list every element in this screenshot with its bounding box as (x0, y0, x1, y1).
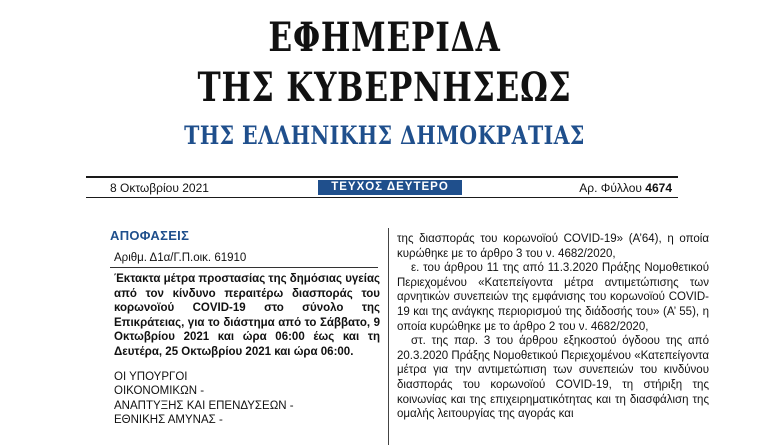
header-rule-bottom (86, 197, 678, 198)
left-column (108, 228, 380, 428)
section-title: ΑΠΟΦΑΣΕΙΣ (110, 228, 190, 243)
reference-underline (110, 267, 378, 268)
ministers-list (114, 370, 380, 428)
minister-item: ΑΝΑΠΤΥΞΗΣ ΚΑΙ ΕΠΕΝΔΥΣΕΩΝ - (114, 399, 294, 412)
issue-sheet-number (579, 181, 672, 195)
paragraph: στ. της παρ. 3 του άρθρου εξηκοστού όγδοου της από 20.3.2020 Πράξης Νομοθετικού Περιεχομένου «Κατεπείγοντα μέτρα για την αντιμετώπιση των συνεπειών του κινδύνου διασποράς του κορωνοϊού COVID-19, τη στήριξη της κοινωνίας και της επιχειρηματικότητας και τη διασφάλιση της ομαλής λειτουργίας της αγοράς και (397, 335, 709, 421)
issue-series-badge: ΤΕΥΧΟΣ ΔΕΥΤΕΡΟ (318, 180, 462, 195)
paragraph: της διασποράς του κορωνοϊού COVID-19» (Α’64), η οποία κυρώθηκε με το άρθρο 3 του ν. 4682/2020, (397, 233, 709, 260)
sheet-number: 4674 (645, 181, 672, 195)
masthead-subtitle: ΤΗΣ ΚΥΒΕΡΝΗΣΕΩΣ (197, 64, 572, 111)
header-rule-top (86, 176, 678, 178)
ministers-heading: ΟΙ ΥΠΟΥΡΓΟΙ (114, 370, 188, 383)
decision-reference: Αριθμ. Δ1α/Γ.Π.οικ. 61910 (114, 252, 247, 264)
column-divider (388, 228, 389, 445)
paragraph: ε. του άρθρου 11 της από 11.3.2020 Πράξης Νομοθετικού Περιεχομένου «Κατεπείγοντα μέτρα αντιμετώπισης των αρνητικών συνεπειών της εμφάνισης του κορωνοϊού COVID-19 και της ανάγκης περιορισμού της διάδοσής του» (Α’ 55), η οποία κυρώθηκε με το άρθρο 2 του ν. 4682/2020, (397, 262, 709, 333)
masthead-republic: ΤΗΣ ΕΛΛΗΝΙΚΗΣ ΔΗΜΟΚΡΑΤΙΑΣ (184, 121, 585, 150)
decision-summary: Έκτακτα μέτρα προστασίας της δημόσιας υγείας από τον κίνδυνο περαιτέρω διασποράς του κορωνοϊού COVID-19 στο σύνολο της Επικράτειας, για το διάστημα από το Σάββατο, 9 Οκτωβρίου 2021 και ώρα 06:00 έως και τη Δευτέρα, 25 Οκτωβρίου 2021 και ώρα 06:00. (114, 273, 380, 358)
minister-item: ΕΘΝΙΚΗΣ ΑΜΥΝΑΣ - (114, 414, 223, 427)
sheet-label: Αρ. Φύλλου (579, 181, 642, 195)
minister-item: ΟΙΚΟΝΟΜΙΚΩΝ - (114, 385, 205, 398)
masthead-title: ΕΦΗΜΕΡΙΔΑ (268, 14, 501, 61)
issue-info-row (86, 179, 678, 196)
right-column (397, 232, 709, 422)
issue-date: 8 Οκτωβρίου 2021 (110, 181, 209, 195)
